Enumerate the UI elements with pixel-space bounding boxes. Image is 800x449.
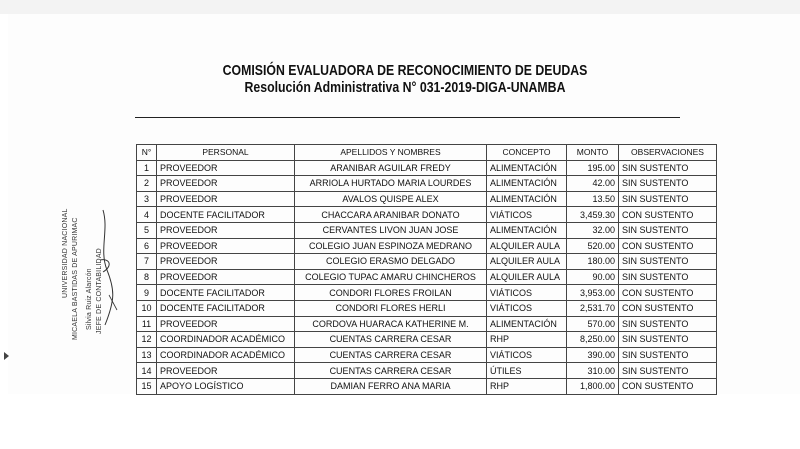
col-header-observations: OBSERVACIONES [619,145,717,161]
cell-names: CUENTAS CARRERA CESAR [295,363,487,379]
cell-concept: VIÁTICOS [487,285,567,301]
cell-personal: PROVEEDOR [157,238,295,254]
cell-number: 9 [137,285,157,301]
cell-amount: 13.50 [567,191,619,207]
viewer-top-bar [0,0,800,14]
cell-number: 12 [137,332,157,348]
col-header-names: APELLIDOS Y NOMBRES [295,145,487,161]
cell-number: 3 [137,191,157,207]
viewer-bottom-area [0,394,800,449]
cell-names: ARANIBAR AGUILAR FREDY [295,160,487,176]
cell-personal: PROVEEDOR [157,176,295,192]
stamp-line-4: JEFE DE CONTABILIDAD [96,248,103,334]
cell-amount: 42.00 [567,176,619,192]
cell-observations: SIN SUSTENTO [619,332,717,348]
table-row [137,285,717,301]
cell-amount: 90.00 [567,269,619,285]
col-header-number: N° [137,145,157,161]
cell-concept: RHP [487,378,567,394]
cell-concept: ALIMENTACIÓN [487,176,567,192]
cell-number: 4 [137,207,157,223]
cell-concept: ALQUILER AULA [487,269,567,285]
cell-number: 6 [137,238,157,254]
cell-observations: CON SUSTENTO [619,207,717,223]
cell-concept: ÚTILES [487,363,567,379]
table-row [137,363,717,379]
cell-number: 15 [137,378,157,394]
table-row [137,254,717,270]
table-row [137,176,717,192]
cell-names: CUENTAS CARRERA CESAR [295,332,487,348]
cell-concept: VIÁTICOS [487,207,567,223]
table-row [137,160,717,176]
cell-concept: RHP [487,332,567,348]
cell-personal: PROVEEDOR [157,269,295,285]
cell-observations: SIN SUSTENTO [619,347,717,363]
cell-personal: PROVEEDOR [157,254,295,270]
cell-names: COLEGIO TUPAC AMARU CHINCHEROS [295,269,487,285]
cell-names: DAMIAN FERRO ANA MARIA [295,378,487,394]
table-row [137,300,717,316]
cell-concept: ALIMENTACIÓN [487,316,567,332]
cell-amount: 8,250.00 [567,332,619,348]
cell-personal: PROVEEDOR [157,316,295,332]
cell-names: CORDOVA HUARACA KATHERINE M. [295,316,487,332]
cell-observations: CON SUSTENTO [619,378,717,394]
cell-personal: COORDINADOR ACADÉMICO [157,332,295,348]
cell-names: CONDORI FLORES FROILAN [295,285,487,301]
cell-number: 2 [137,176,157,192]
cell-concept: ALQUILER AULA [487,238,567,254]
table-row [137,269,717,285]
cell-observations: SIN SUSTENTO [619,254,717,270]
cell-personal: DOCENTE FACILITADOR [157,285,295,301]
cell-personal: PROVEEDOR [157,160,295,176]
cell-concept: ALIMENTACIÓN [487,222,567,238]
cell-amount: 570.00 [567,316,619,332]
cell-number: 14 [137,363,157,379]
cell-amount: 2,531.70 [567,300,619,316]
cell-amount: 1,800.00 [567,378,619,394]
cell-personal: PROVEEDOR [157,222,295,238]
document-subtitle: Resolución Administrativa N° 031-2019-DIGA-UNAMBA [244,79,566,96]
cell-number: 5 [137,222,157,238]
cell-names: AVALOS QUISPE ALEX [295,191,487,207]
cell-concept: ALIMENTACIÓN [487,191,567,207]
cell-number: 8 [137,269,157,285]
cell-names: CHACCARA ARANIBAR DONATO [295,207,487,223]
cell-observations: SIN SUSTENTO [619,316,717,332]
cell-concept: VIÁTICOS [487,347,567,363]
cell-observations: SIN SUSTENTO [619,269,717,285]
cell-amount: 32.00 [567,222,619,238]
col-header-amount: MONTO [567,145,619,161]
cell-personal: APOYO LOGÍSTICO [157,378,295,394]
cell-personal: COORDINADOR ACADÉMICO [157,347,295,363]
cell-concept: VIÁTICOS [487,300,567,316]
cell-number: 11 [137,316,157,332]
cell-names: ARRIOLA HURTADO MARIA LOURDES [295,176,487,192]
table-header-row [137,145,717,161]
header-divider [135,117,680,118]
cell-concept: ALIMENTACIÓN [487,160,567,176]
stamp-line-2: MICAELA BASTIDAS DE APURIMAC [72,217,79,340]
cell-amount: 390.00 [567,347,619,363]
col-header-concept: CONCEPTO [487,145,567,161]
cell-names: COLEGIO JUAN ESPINOZA MEDRANO [295,238,487,254]
table-row [137,207,717,223]
cell-observations: CON SUSTENTO [619,238,717,254]
cell-number: 7 [137,254,157,270]
cell-number: 10 [137,300,157,316]
cell-amount: 3,459.30 [567,207,619,223]
col-header-personal: PERSONAL [157,145,295,161]
stamp-line-1: UNIVERSIDAD NACIONAL [62,208,69,298]
cell-names: COLEGIO ERASMO DELGADO [295,254,487,270]
cell-concept: ALQUILER AULA [487,254,567,270]
debts-table [136,144,717,395]
table-row [137,191,717,207]
table-row [137,332,717,348]
document-title: COMISIÓN EVALUADORA DE RECONOCIMIENTO DE DEUDAS [222,62,588,79]
table-row [137,238,717,254]
cell-observations: SIN SUSTENTO [619,176,717,192]
cell-observations: SIN SUSTENTO [619,222,717,238]
expand-arrow-icon[interactable] [4,352,9,360]
cell-personal: DOCENTE FACILITADOR [157,300,295,316]
cell-names: CERVANTES LIVON JUAN JOSE [295,222,487,238]
cell-amount: 310.00 [567,363,619,379]
cell-names: CUENTAS CARRERA CESAR [295,347,487,363]
cell-observations: CON SUSTENTO [619,300,717,316]
cell-observations: SIN SUSTENTO [619,363,717,379]
table-row [137,222,717,238]
cell-observations: SIN SUSTENTO [619,160,717,176]
table-row [137,316,717,332]
cell-personal: PROVEEDOR [157,363,295,379]
cell-personal: DOCENTE FACILITADOR [157,207,295,223]
table-row [137,378,717,394]
cell-names: CONDORI FLORES HERLI [295,300,487,316]
cell-amount: 180.00 [567,254,619,270]
cell-personal: PROVEEDOR [157,191,295,207]
cell-observations: CON SUSTENTO [619,285,717,301]
cell-number: 13 [137,347,157,363]
cell-amount: 195.00 [567,160,619,176]
cell-amount: 520.00 [567,238,619,254]
cell-amount: 3,953.00 [567,285,619,301]
cell-observations: SIN SUSTENTO [619,191,717,207]
stamp-line-3: Silvia Ruiz Alarcón [86,268,93,330]
cell-number: 1 [137,160,157,176]
table-row [137,347,717,363]
signature-icon [95,200,125,340]
